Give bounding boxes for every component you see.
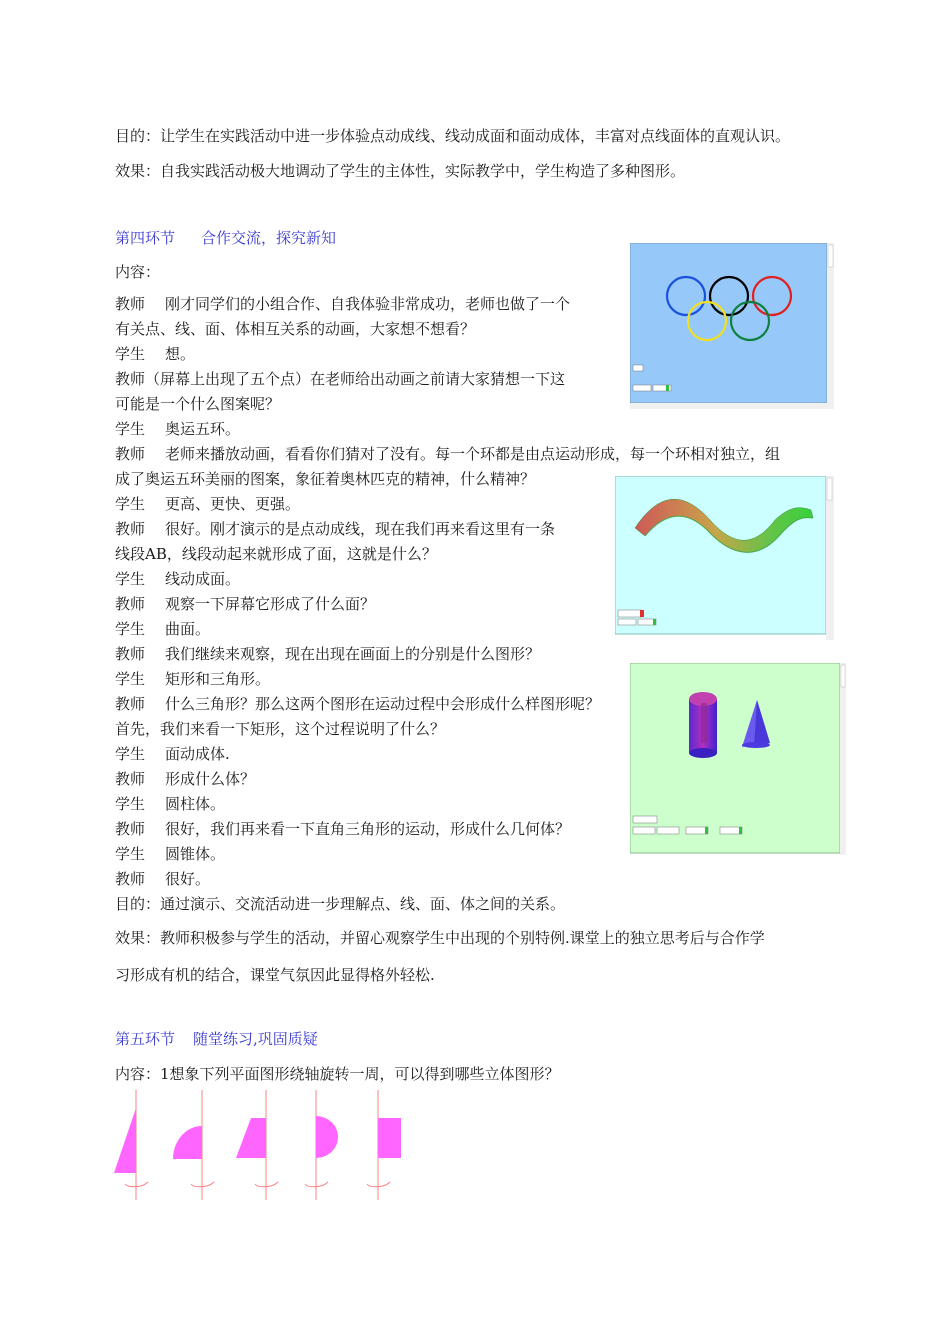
- dialogue-line: [115, 769, 255, 789]
- dialogue-text: 教师（屏幕上出现了五个点）在老师给出动画之前请大家猜想一下这: [115, 370, 566, 388]
- intro-purpose: 目的：让学生在实践活动中进一步体验点动成线、线动成面和面动成体，丰富对点线面体的直观认识。: [115, 127, 791, 145]
- dialogue-text: 很好，我们再来看一下直角三角形的运动，形成什么几何体？: [165, 820, 571, 838]
- dialogue-line: [115, 644, 540, 664]
- dialogue-role: 教师: [115, 645, 146, 663]
- dialogue-role: 教师: [115, 820, 146, 838]
- dialogue-role: 教师: [115, 595, 146, 613]
- dialogue-line: [115, 319, 475, 339]
- dialogue-text: 什么三角形？那么这两个图形在运动过程中会形成什么样图形呢？: [165, 695, 601, 713]
- dialogue-text: 首先，我们来看一下矩形，这个过程说明了什么？: [115, 720, 446, 738]
- dialogue-role: 学生: [115, 620, 146, 638]
- dialogue-text: 圆锥体。: [165, 845, 226, 863]
- dialogue-line: [115, 869, 210, 889]
- dialogue-line: [115, 719, 445, 739]
- dialogue-text: 观察一下屏幕它形成了什么面？: [165, 595, 376, 613]
- dialogue-line: [115, 394, 280, 414]
- section4-title: 合作交流，探究新知: [201, 229, 337, 247]
- section4-effect-line1: 效果：教师积极参与学生的活动，并留心观察学生中出现的个别特例.课堂上的独立思考后与合作学: [115, 929, 765, 947]
- curved-surface-image: [615, 476, 834, 640]
- dialogue-role: 学生: [115, 795, 146, 813]
- dialogue-line: [115, 619, 210, 639]
- dialogue-role: 学生: [115, 670, 146, 688]
- section4-content-label: 内容：: [115, 263, 161, 281]
- dialogue-text: 很好。刚才演示的是点动成线，现在我们再来看这里有一条: [165, 520, 556, 538]
- dialogue-line: [115, 369, 565, 389]
- dialogue-text: 形成什么体？: [165, 770, 256, 788]
- dialogue-text: 更高、更快、更强。: [165, 495, 301, 513]
- dialogue-role: 教师: [115, 770, 146, 788]
- dialogue-role: 学生: [115, 345, 146, 363]
- dialogue-line: [115, 344, 195, 364]
- dialogue-role: 教师: [115, 445, 146, 463]
- section5-content: 内容：1想象下列平面图形绕轴旋转一周，可以得到哪些立体图形？: [115, 1065, 560, 1083]
- dialogue-line: [115, 519, 555, 539]
- dialogue-text: 想。: [165, 345, 196, 363]
- section4-heading: [115, 228, 336, 248]
- dialogue-line: [115, 744, 230, 764]
- dialogue-role: 教师: [115, 870, 146, 888]
- dialogue-line: [115, 844, 225, 864]
- dialogue-line: [115, 669, 270, 689]
- dialogue-line: [115, 469, 535, 489]
- section5-title: 随堂练习,巩固质疑: [193, 1030, 318, 1048]
- dialogue-role: 学生: [115, 570, 146, 588]
- dialogue-line: [115, 444, 780, 464]
- dialogue-text: 可能是一个什么图案呢？: [115, 395, 281, 413]
- intro-effect: 效果：自我实践活动极大地调动了学生的主体性，实际教学中，学生构造了多种图形。: [115, 162, 686, 180]
- dialogue-line: [115, 569, 240, 589]
- section5-number: 第五环节: [115, 1030, 176, 1048]
- dialogue-line: [115, 419, 240, 439]
- rotation-shapes-image: [108, 1086, 408, 1206]
- dialogue-line: [115, 294, 570, 314]
- section5-heading: [115, 1029, 318, 1049]
- olympic-rings-image: [630, 243, 834, 409]
- dialogue-role: 学生: [115, 420, 146, 438]
- dialogue-text: 有关点、线、面、体相互关系的动画，大家想不想看？: [115, 320, 476, 338]
- dialogue-text: 曲面。: [165, 620, 211, 638]
- dialogue-role: 教师: [115, 295, 146, 313]
- section4-number: 第四环节: [115, 229, 176, 247]
- dialogue-text: 老师来播放动画，看看你们猜对了没有。每一个环都是由点运动形成，每一个环相对独立，组: [165, 445, 781, 463]
- dialogue-text: 线段AB，线段动起来就形成了面，这就是什么？: [115, 545, 437, 563]
- dialogue-line: [115, 694, 600, 714]
- dialogue-text: 刚才同学们的小组合作、自我体验非常成功，老师也做了一个: [165, 295, 571, 313]
- dialogue-text: 矩形和三角形。: [165, 670, 271, 688]
- section4-purpose: 目的：通过演示、交流活动进一步理解点、线、面、体之间的关系。: [115, 895, 566, 913]
- dialogue-text: 成了奥运五环美丽的图案，象征着奥林匹克的精神，什么精神？: [115, 470, 536, 488]
- cylinder-cone-image: [630, 663, 846, 855]
- dialogue-text: 面动成体.: [165, 745, 230, 763]
- dialogue-text: 线动成面。: [165, 570, 241, 588]
- dialogue-text: 很好。: [165, 870, 211, 888]
- section4-effect-line2: 习形成有机的结合，课堂气氛因此显得格外轻松.: [115, 966, 435, 984]
- dialogue-role: 学生: [115, 845, 146, 863]
- dialogue-role: 学生: [115, 495, 146, 513]
- dialogue-line: [115, 819, 570, 839]
- dialogue-text: 奥运五环。: [165, 420, 241, 438]
- dialogue-role: 教师: [115, 520, 146, 538]
- dialogue-line: [115, 494, 300, 514]
- dialogue-line: [115, 594, 375, 614]
- dialogue-line: [115, 794, 225, 814]
- dialogue-text: 我们继续来观察，现在出现在画面上的分别是什么图形？: [165, 645, 541, 663]
- dialogue-role: 学生: [115, 745, 146, 763]
- dialogue-text: 圆柱体。: [165, 795, 226, 813]
- dialogue-line: [115, 544, 437, 564]
- dialogue-role: 教师: [115, 695, 146, 713]
